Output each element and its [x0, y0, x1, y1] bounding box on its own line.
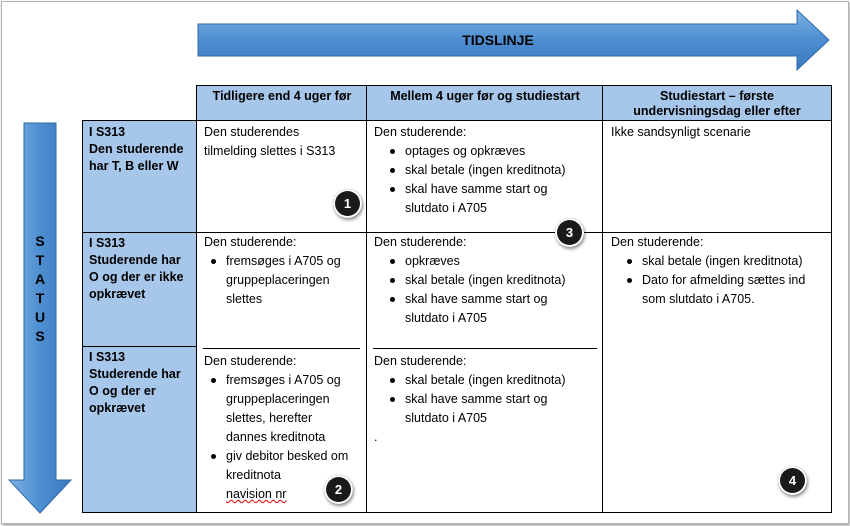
list-item: opkræves	[405, 252, 600, 271]
status-letter: T	[35, 290, 45, 306]
status-letter: S	[35, 328, 45, 344]
grid-line	[82, 512, 832, 513]
bullet-list	[204, 371, 364, 485]
cell-r1-c1	[204, 123, 364, 161]
cell-text: Ikke sandsynligt scenarie	[611, 125, 751, 139]
status-letter: U	[34, 309, 46, 325]
list-item: skal betale (ingen kreditnota)	[405, 371, 600, 390]
row-header-line: Studerende har	[89, 367, 181, 381]
status-label	[22, 232, 58, 346]
grid-line	[373, 348, 597, 349]
cell-intro: Den studerende:	[204, 235, 297, 249]
number-badge-4: 4	[778, 466, 807, 495]
cell-intro: Den studerende:	[374, 235, 467, 249]
list-item: skal have samme start og slutdato i A705	[405, 390, 570, 428]
grid-line	[196, 85, 832, 86]
status-letter: A	[34, 271, 46, 287]
cell-intro: Den studerende:	[611, 235, 704, 249]
cell-r1-c3	[611, 123, 826, 142]
row-header-line: Studerende har	[89, 253, 181, 267]
grid-line	[366, 85, 367, 513]
list-item: skal betale (ingen kreditnota)	[405, 271, 600, 290]
cell-r3-c2	[374, 352, 600, 447]
list-item: skal betale (ingen kreditnota)	[642, 252, 829, 271]
row-header-2	[83, 232, 197, 346]
grid-line	[203, 348, 360, 349]
list-item: skal have samme start og slutdato i A705	[405, 290, 570, 328]
row-header-3	[83, 346, 197, 512]
cell-text: tilmelding slettes i S313	[204, 144, 336, 158]
timeline-label: TIDSLINJE	[462, 32, 534, 48]
grid-line	[82, 120, 83, 513]
number-badge-1: 1	[333, 189, 362, 218]
number-badge-3: 3	[555, 218, 584, 247]
list-item: fremsøges i A705 og gruppeplaceringen slettes, herefter dannes kreditnota	[226, 371, 354, 447]
row-header-line: O og der er	[89, 384, 156, 398]
cell-r2-c3	[611, 233, 829, 309]
row-header-line: I S313	[89, 125, 126, 139]
row-header-line: I S313	[89, 236, 126, 250]
list-item: Dato for afmelding sættes ind som slutdato i A705.	[642, 271, 824, 309]
cell-intro: Den studerende:	[374, 125, 467, 139]
row-header-line: opkrævet	[89, 401, 146, 415]
row-header-line: O og der er ikke	[89, 270, 184, 284]
column-header-1: Tidligere end 4 uger før	[197, 86, 367, 121]
grid-line	[196, 85, 197, 513]
list-item: fremsøges i A705 og gruppeplaceringen slettes	[226, 252, 354, 309]
bullet-list	[204, 252, 364, 309]
cell-r2-c2	[374, 233, 600, 328]
cell-tail: navision nr	[226, 487, 287, 501]
list-item: giv debitor besked om kreditnota	[226, 447, 351, 485]
cell-tail: .	[374, 430, 378, 444]
list-item: optages og opkræves	[405, 142, 600, 161]
grid-line	[602, 85, 603, 513]
grid-line	[831, 85, 832, 513]
list-item: skal have samme start og slutdato i A705	[405, 180, 570, 218]
list-item: skal betale (ingen kreditnota)	[405, 161, 600, 180]
row-header-line: Den studerende	[89, 142, 184, 156]
status-letter: T	[35, 252, 45, 268]
bullet-list	[374, 371, 600, 428]
grid-line	[82, 120, 832, 121]
cell-r2-c1	[204, 233, 364, 309]
grid-line	[82, 346, 197, 347]
bullet-list	[374, 252, 600, 328]
status-letter: S	[35, 233, 45, 249]
row-header-line: opkrævet	[89, 287, 146, 301]
cell-text: Den studerendes	[204, 125, 300, 139]
number-badge-2: 2	[324, 475, 353, 504]
bullet-list	[611, 252, 829, 309]
row-header-line: I S313	[89, 350, 126, 364]
bullet-list	[374, 142, 600, 218]
cell-r1-c2	[374, 123, 600, 218]
cell-intro: Den studerende:	[374, 354, 467, 368]
column-header-2: Mellem 4 uger før og studiestart	[367, 86, 603, 121]
cell-intro: Den studerende:	[204, 354, 297, 368]
column-header-3: Studiestart – første undervisningsdag eller efter	[603, 86, 831, 121]
row-header-line: har T, B eller W	[89, 159, 179, 173]
row-header-1	[83, 121, 197, 232]
